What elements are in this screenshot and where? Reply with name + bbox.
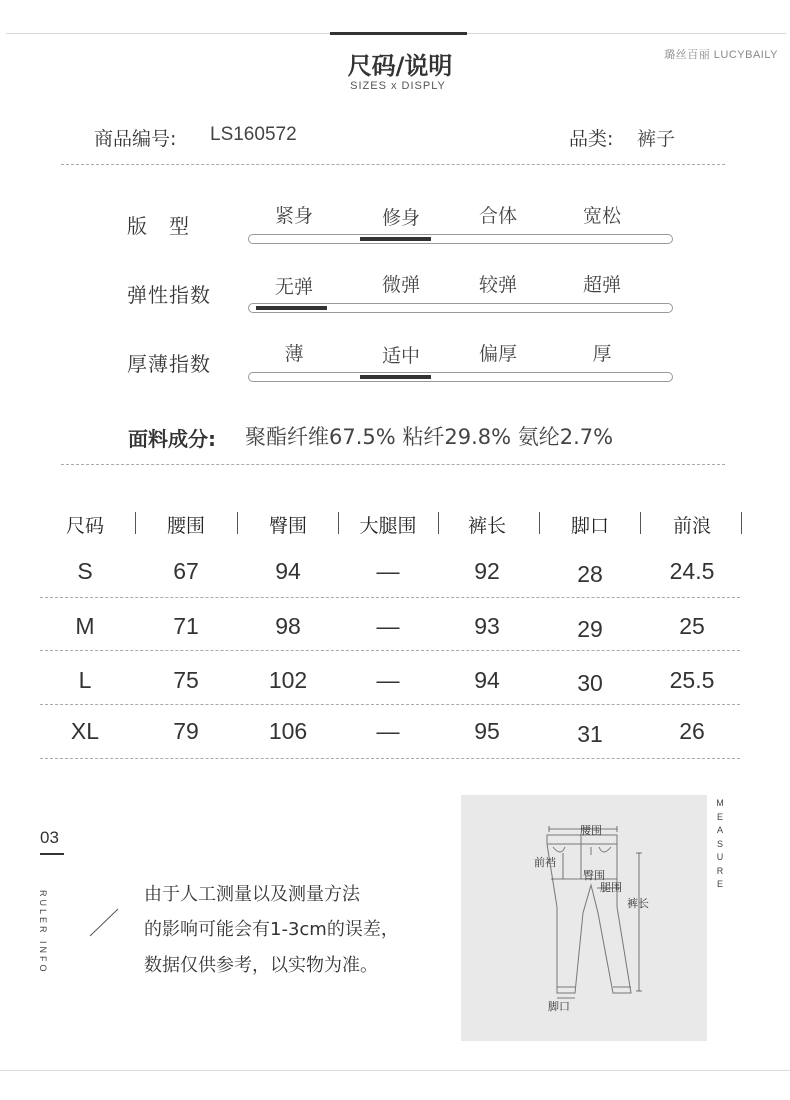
- column-separator: [438, 512, 439, 534]
- diagram-label-front-rise: 前裆: [534, 856, 556, 869]
- scale-option: 紧身: [274, 205, 313, 227]
- table-cell: 67: [173, 558, 199, 584]
- table-cell: —: [376, 558, 400, 584]
- table-cell: 79: [173, 718, 199, 744]
- scale-option: 超弹: [582, 274, 621, 296]
- table-cell: 28: [577, 561, 603, 587]
- fabric-composition: 聚酯纤维67.5% 粘纤29.8% 氨纶2.7%: [245, 425, 614, 449]
- row-divider: [40, 650, 740, 651]
- section-number: 03: [40, 828, 59, 847]
- section-number-underline: [40, 853, 64, 855]
- scale-option: 合体: [478, 205, 517, 227]
- table-cell: 31: [577, 721, 603, 747]
- scale-label: 版 型: [127, 214, 190, 238]
- diagram-label-length: 裤长: [627, 897, 649, 910]
- table-header-cell: 臀围: [268, 515, 307, 537]
- footer-rule: [0, 1070, 790, 1071]
- column-separator: [135, 512, 136, 534]
- measure-vertical-text: M E A S U R E: [716, 798, 724, 889]
- table-cell: L: [78, 667, 92, 693]
- table-cell: —: [376, 667, 400, 693]
- scale-option: 微弹: [381, 274, 420, 296]
- ruler-info-text: RULER INFO: [38, 890, 48, 975]
- scale-track: [248, 234, 673, 244]
- table-cell: —: [376, 613, 400, 639]
- divider: [61, 464, 725, 465]
- category-label: 品类:: [569, 128, 614, 150]
- table-header-cell: 裤长: [467, 515, 506, 537]
- table-cell: 98: [275, 613, 301, 639]
- notice-line: 的影响可能会有1-3cm的误差，: [144, 919, 399, 940]
- table-cell: XL: [70, 718, 100, 744]
- column-separator: [338, 512, 339, 534]
- scale-label: 弹性指数: [127, 283, 211, 307]
- scale-option: 厚: [592, 343, 612, 365]
- scale-option: 薄: [284, 343, 304, 365]
- table-header-cell: 前浪: [672, 515, 711, 537]
- row-divider: [40, 704, 740, 705]
- table-cell: M: [75, 613, 95, 639]
- column-separator: [237, 512, 238, 534]
- column-separator: [640, 512, 641, 534]
- table-cell: 106: [268, 718, 308, 744]
- table-header-cell: 腰围: [166, 515, 205, 537]
- page-title: 尺码/说明: [347, 52, 453, 80]
- diagram-label-waist: 腰围: [580, 824, 602, 837]
- product-code-label: 商品编号:: [94, 128, 177, 150]
- notice-line: 由于人工测量以及测量方法: [144, 884, 360, 905]
- table-cell: 25: [679, 613, 705, 639]
- diagram-label-thigh: 腿围: [600, 881, 622, 894]
- page-subtitle: SIZES x DISPLY: [350, 80, 446, 92]
- table-cell: 102: [268, 667, 308, 693]
- table-cell: 30: [577, 670, 603, 696]
- scale-option: 较弹: [478, 274, 517, 296]
- divider: [61, 164, 725, 165]
- brand-name: 璐丝百丽 LUCYBAILY: [664, 49, 778, 61]
- table-cell: 25.5: [669, 667, 715, 693]
- fabric-label: 面料成分:: [128, 427, 216, 451]
- row-divider: [40, 758, 740, 759]
- table-cell: 93: [474, 613, 500, 639]
- table-cell: 92: [474, 558, 500, 584]
- product-code-value: LS160572: [210, 124, 297, 145]
- diagram-label-hem: 脚口: [548, 1000, 570, 1013]
- table-cell: 94: [474, 667, 500, 693]
- table-cell: 71: [173, 613, 199, 639]
- table-header-cell: 脚口: [570, 515, 609, 537]
- header-accent-rule: [330, 32, 467, 35]
- table-cell: 24.5: [669, 558, 715, 584]
- row-divider: [40, 597, 740, 598]
- table-cell: 26: [679, 718, 705, 744]
- scale-selected-marker: [360, 375, 431, 379]
- column-separator: [741, 512, 742, 534]
- pants-measure-diagram: [461, 795, 707, 1041]
- scale-track: [248, 372, 673, 382]
- table-cell: 29: [577, 616, 603, 642]
- scale-option: 适中: [381, 345, 420, 367]
- scale-label: 厚薄指数: [127, 352, 211, 376]
- diagram-label-hip: 臀围: [583, 869, 605, 882]
- table-header-cell: 尺码: [65, 515, 104, 537]
- table-header-cell: 大腿围: [359, 515, 417, 537]
- scale-option: 无弹: [274, 276, 313, 298]
- table-cell: 75: [173, 667, 199, 693]
- table-cell: 95: [474, 718, 500, 744]
- scale-option: 偏厚: [478, 343, 517, 365]
- notice-line: 数据仅供参考，以实物为准。: [144, 955, 378, 976]
- scale-option: 宽松: [582, 205, 621, 227]
- scale-option: 修身: [381, 207, 420, 229]
- table-cell: —: [376, 718, 400, 744]
- scale-selected-marker: [256, 306, 327, 310]
- column-separator: [539, 512, 540, 534]
- table-cell: 94: [275, 558, 301, 584]
- table-cell: S: [77, 558, 93, 584]
- category-value: 裤子: [637, 128, 676, 150]
- slash-decoration: [88, 905, 122, 939]
- scale-selected-marker: [360, 237, 431, 241]
